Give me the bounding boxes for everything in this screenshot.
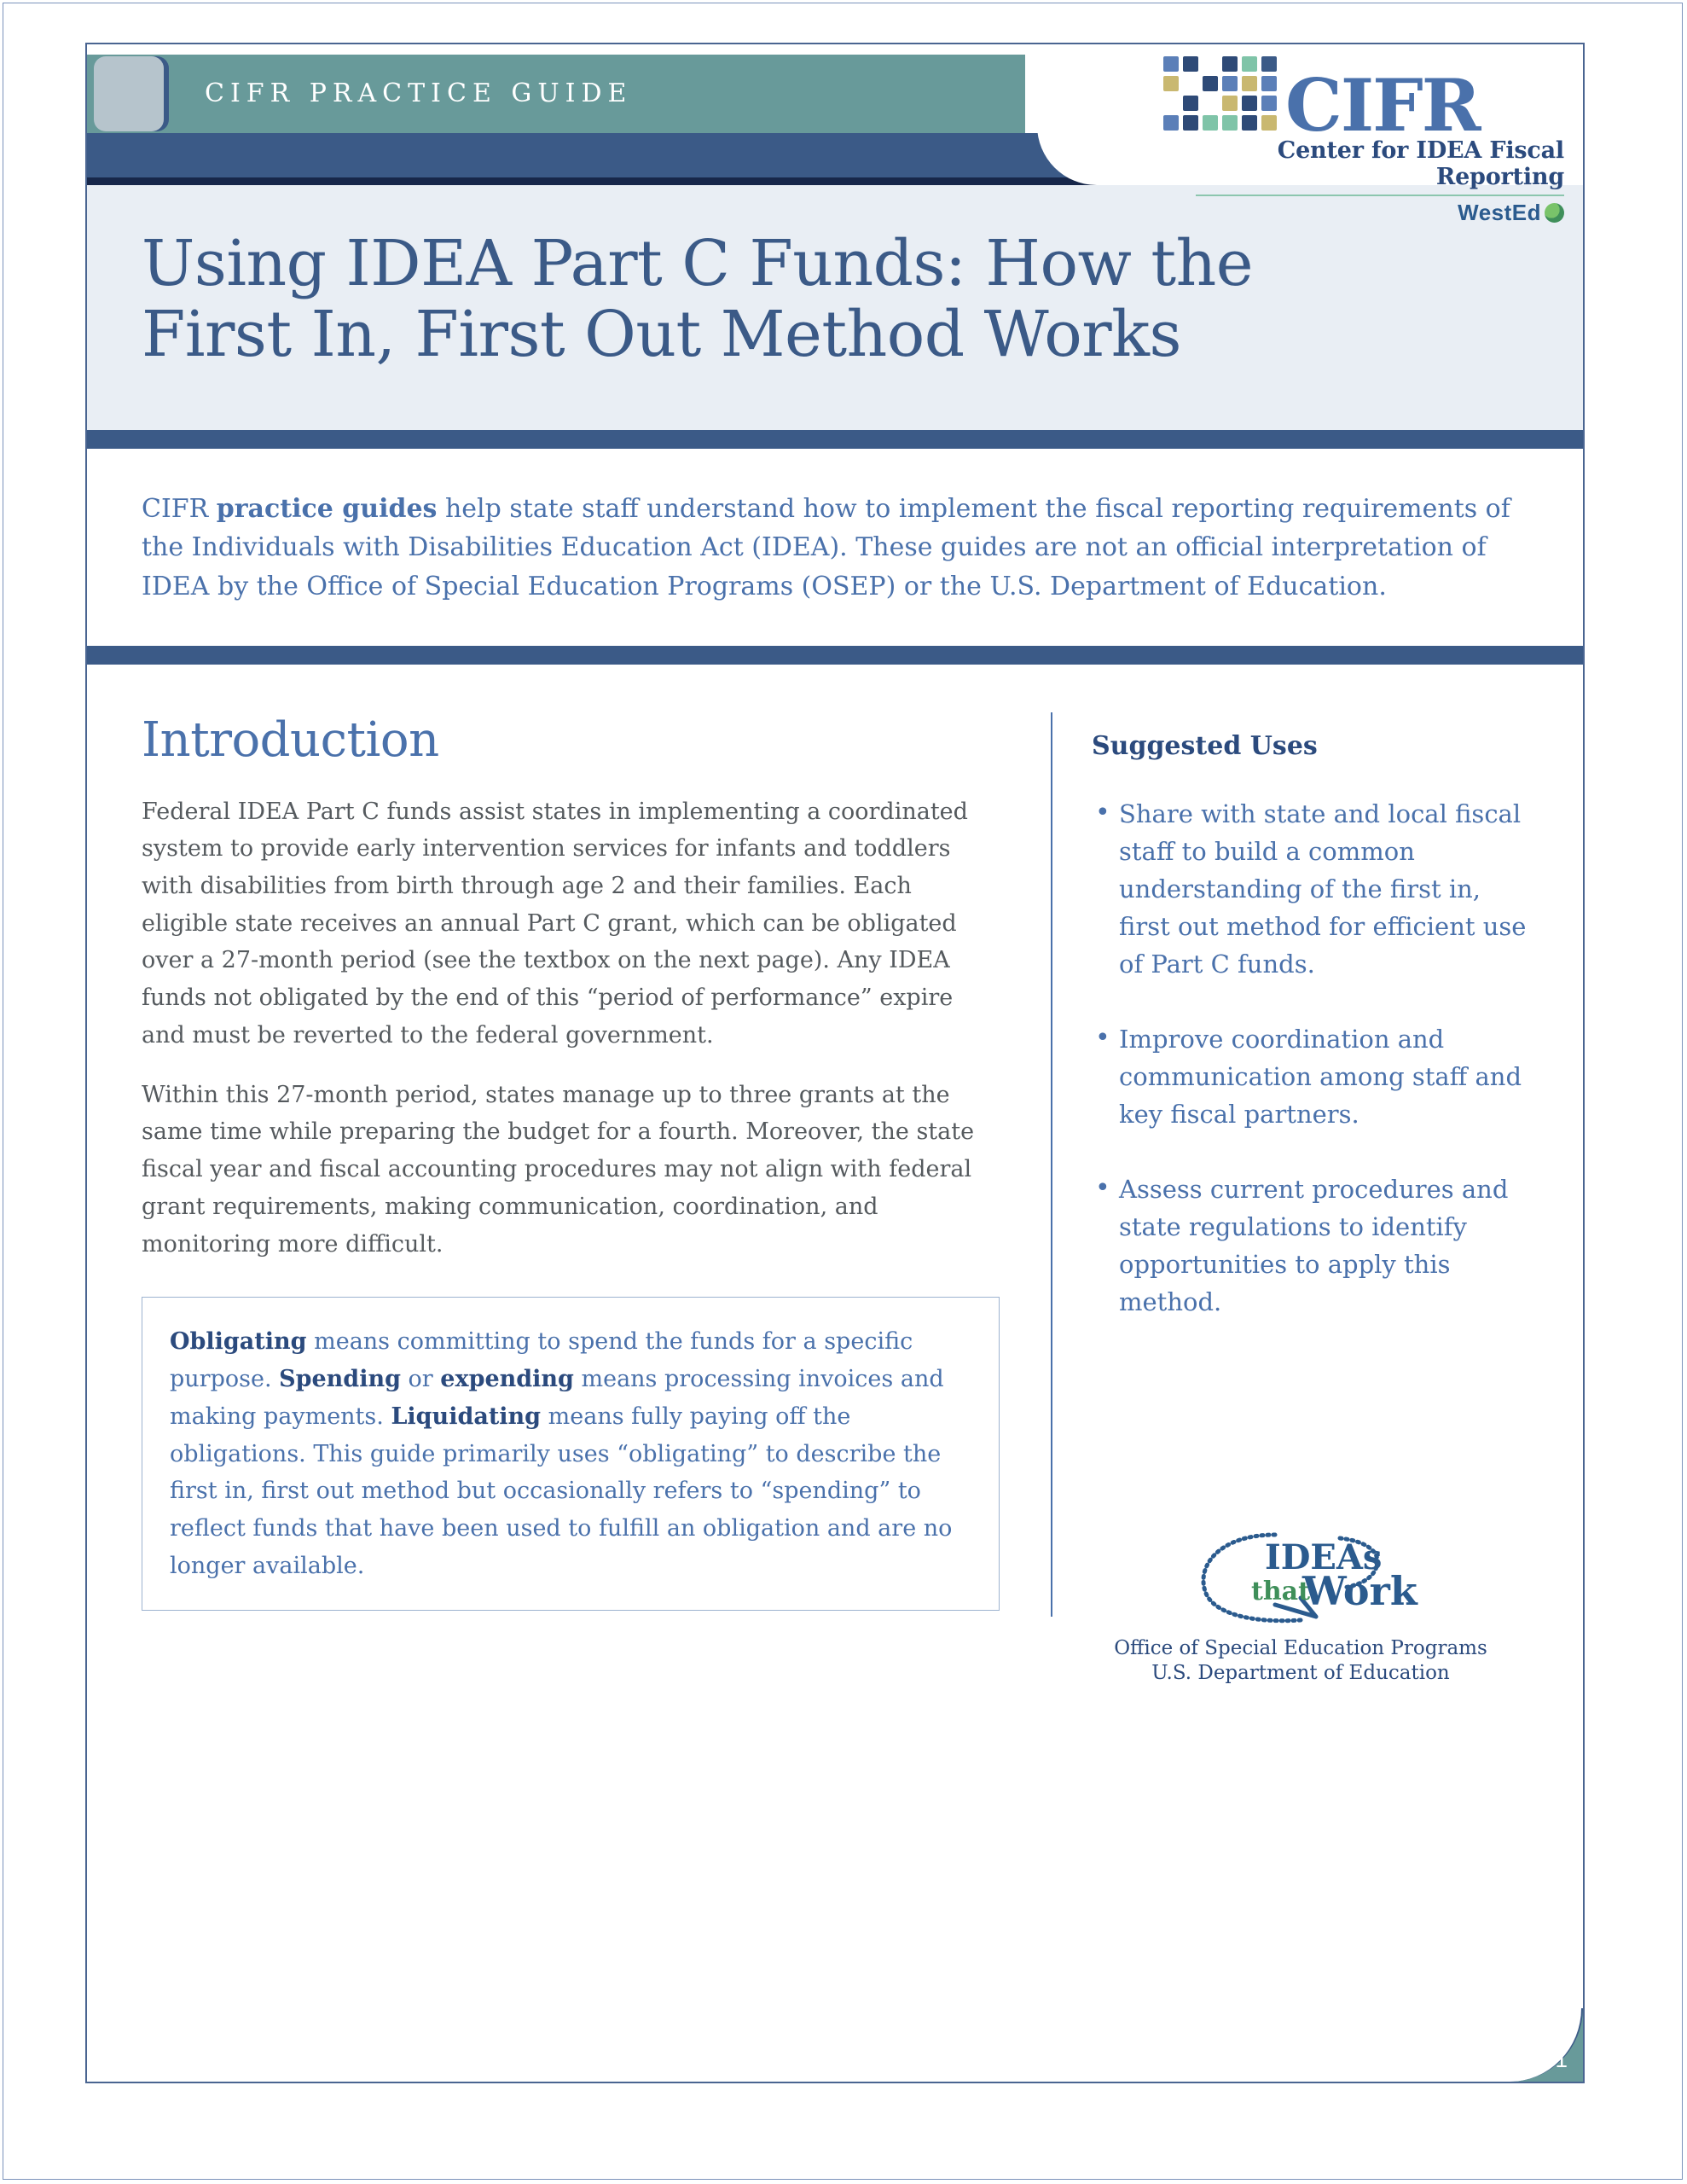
cifr-grid-cell [1242,96,1257,111]
cifr-logo [1163,56,1564,226]
cifr-grid-cell [1203,96,1218,111]
cifr-grid-cell [1242,115,1257,131]
document-header [87,44,1583,225]
svg-text:that: that [1251,1576,1310,1606]
sidebar-title: Suggested Uses [1092,730,1318,761]
cifr-grid-cell [1183,96,1198,111]
svg-text:IDEAs: IDEAs [1265,1536,1383,1577]
header-kicker-label: CIFR PRACTICE GUIDE [205,78,633,108]
cifr-grid-cell [1183,76,1198,91]
main-column-right [1052,665,1583,1685]
cifr-grid-cell [1222,76,1238,91]
wested-label: WestEd [1458,200,1541,225]
page-title-line-1: Using IDEA Part C Funds: How the [142,227,1254,300]
cifr-grid-cell [1183,115,1198,131]
cifr-grid-cell [1222,96,1238,111]
page-number: 1 [1555,2047,1568,2072]
cifr-grid-cell [1222,115,1238,131]
section-title-introduction: Introduction [142,712,439,768]
osep-agency-line-2: U.S. Department of Education [1151,1662,1450,1685]
ideas-that-work-icon [1173,1516,1429,1631]
suggested-use-item: • Share with state and local fiscal staff to build a common understanding of the first in, first out method for efficient use of Part C funds. [1092,795,1539,983]
wested-logo [1163,200,1564,226]
globe-icon [1545,203,1564,223]
definition-text-2: or [400,1366,441,1393]
cifr-grid-cell [1203,76,1218,91]
cifr-grid-cell [1222,56,1238,72]
cifr-grid-cell [1242,56,1257,72]
cifr-grid-cell [1183,56,1198,72]
cifr-grid-cell [1242,76,1257,91]
svg-text:Work: Work [1302,1567,1417,1614]
statement-bold: practice guides [216,493,438,524]
cifr-grid-cell [1203,56,1218,72]
suggested-use-item: • Improve coordination and communication among staff and key fiscal partners. [1092,1020,1539,1133]
definition-text-1: means committing to spend the funds for a specific purpose. [170,1328,913,1393]
main-column-left [87,665,1051,1671]
divider-below-statement [87,646,1583,665]
osep-logo-block [1052,1516,1549,1687]
main-content [87,665,1583,1685]
cifr-grid-cell [1203,115,1218,131]
definition-text-3: means processing invoices and making payments. [170,1366,944,1430]
definition-term-obligating: Obligating [170,1328,307,1356]
statement-rest: help state staff understand how to implement the fiscal reporting requirements of the Individuals with Disabilities Education Act (IDEA). These guides are not an official interpretation of IDEA by the Office of Special Education Programs (OSEP) or the U.S. Department of Education. [142,493,1510,601]
cifr-tagline: Center for IDEA Fiscal Reporting [1277,137,1564,190]
statement-lead: CIFR [142,493,217,524]
cifr-logo-rule [1196,195,1564,196]
intro-paragraph-2: Within this 27-month period, states manage up to three grants at the same time while preparing the budget for a fourth. Moreover, the state fiscal year and fiscal accounting procedures may not align with federal grant requirements, making communication, coordination, and monitoring more difficult. [142,1081,975,1258]
practice-guide-statement [87,449,1583,646]
cifr-grid-cell [1261,115,1277,131]
definitions-paragraph [170,1323,970,1584]
cifr-grid-cell [1261,56,1277,72]
statement-paragraph [142,490,1528,607]
cifr-logo-grid-icon [1163,56,1277,131]
suggested-uses-list [1092,795,1539,1321]
cifr-grid-cell [1163,76,1179,91]
cifr-wordmark: CIFR [1285,62,1480,148]
header-tab-chip [94,56,164,131]
intro-paragraph-1: Federal IDEA Part C funds assist states in implementing a coordinated system to provide early intervention services for infants and toddlers with disabilities from birth through age 2 and their families. Each eligible state receives an annual Part C grant, which can be obligated over a 27-month period (see the textbox on the next page). Any IDEA funds not obligated by the end of this “period of performance” expire and must be reverted to the federal government. [142,798,968,1048]
definition-term-spending: Spending [279,1366,401,1393]
divider-below-title [87,430,1583,449]
logo-pocket [1037,44,1583,225]
definition-term-liquidating: Liquidating [391,1403,542,1430]
cifr-grid-cell [1261,76,1277,91]
cifr-grid-cell [1163,96,1179,111]
page-title [142,229,1528,370]
definitions-callout-box [142,1297,1000,1611]
definition-text-4: means fully paying off the obligations. This guide primarily uses “obligating” to describe the first in, first out method but occasionally refers to “spending” to reflect funds that have been used to fulfill an obligation and are no longer available. [170,1403,953,1579]
document-page [85,43,1585,2083]
definition-term-expending: expending [440,1366,574,1393]
osep-agency-line-1: Office of Special Education Programs [1114,1636,1487,1659]
suggested-use-item: • Assess current procedures and state regulations to identify opportunities to apply this method. [1092,1170,1539,1321]
page-number-corner [1510,2008,1583,2082]
page-title-line-2: First In, First Out Method Works [142,297,1181,371]
cifr-grid-cell [1163,56,1179,72]
cifr-grid-cell [1163,115,1179,131]
cifr-grid-cell [1261,96,1277,111]
